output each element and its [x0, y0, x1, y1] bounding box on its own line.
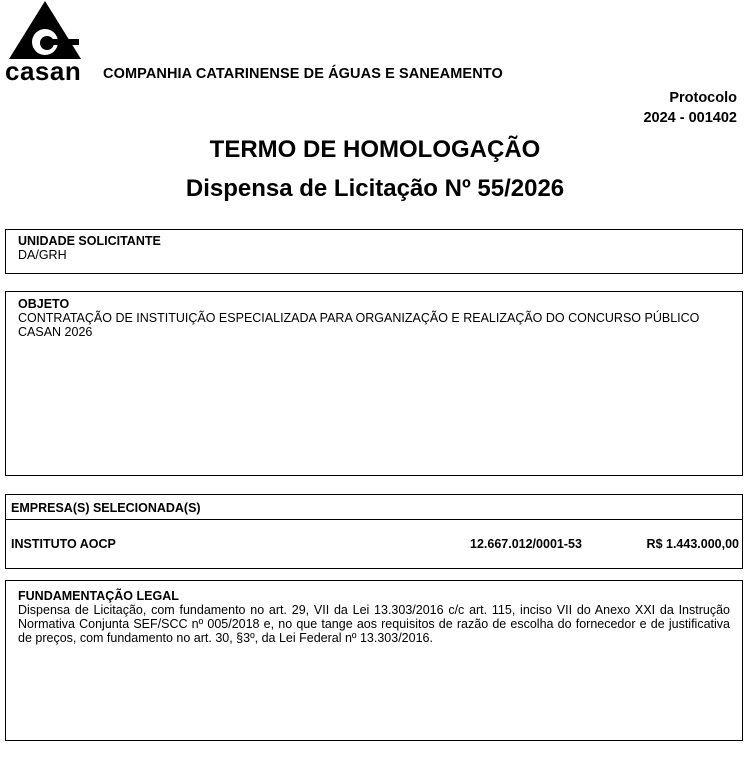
- fundamentacao-label: FUNDAMENTAÇÃO LEGAL: [18, 589, 179, 603]
- unidade-solicitante-box: [5, 229, 743, 274]
- empresas-label: EMPRESA(S) SELECIONADA(S): [6, 495, 742, 520]
- empresa-name: INSTITUTO AOCP: [11, 537, 116, 551]
- casan-logo-icon: [3, 1, 93, 61]
- document-subtitle: Dispensa de Licitação Nº 55/2026: [185, 175, 565, 202]
- empresas-box: [5, 494, 743, 569]
- empresa-cnpj: 12.667.012/0001-53: [470, 537, 582, 551]
- empresa-row: [6, 520, 742, 568]
- fundamentacao-box: [5, 580, 743, 741]
- fundamentacao-value: Dispensa de Licitação, com fundamento no art. 29, VII da Lei 13.303/2016 c/c art. 115, inciso VII do Anexo XXI da Instrução Normativa Conjunta SEF/SCC nº 005/2018 e, no que tange aos requisitos de razão de escolha do fornecedor e de justificativa de preços, com fundamento no art. 30, §3º, da Lei Federal nº 13.303/2016.: [18, 603, 730, 645]
- protocol-number: 2024 - 001402: [643, 110, 737, 126]
- unidade-value: DA/GRH: [18, 248, 67, 262]
- unidade-label: UNIDADE SOLICITANTE: [18, 234, 161, 248]
- objeto-box: [5, 291, 743, 476]
- document-title: TERMO DE HOMOLOGAÇÃO: [209, 136, 541, 163]
- objeto-label: OBJETO: [18, 297, 70, 311]
- protocol-block: [643, 88, 737, 128]
- protocol-label: Protocolo: [669, 90, 737, 106]
- logo-wordmark: casan: [5, 56, 82, 86]
- objeto-value: CONTRATAÇÃO DE INSTITUIÇÃO ESPECIALIZADA PARA ORGANIZAÇÃO E REALIZAÇÃO DO CONCURSO PÚBLICO CASAN 2026: [18, 311, 700, 339]
- company-name: COMPANHIA CATARINENSE DE ÁGUAS E SANEAMENTO: [103, 66, 503, 82]
- empresa-value: R$ 1.443.000,00: [646, 537, 739, 551]
